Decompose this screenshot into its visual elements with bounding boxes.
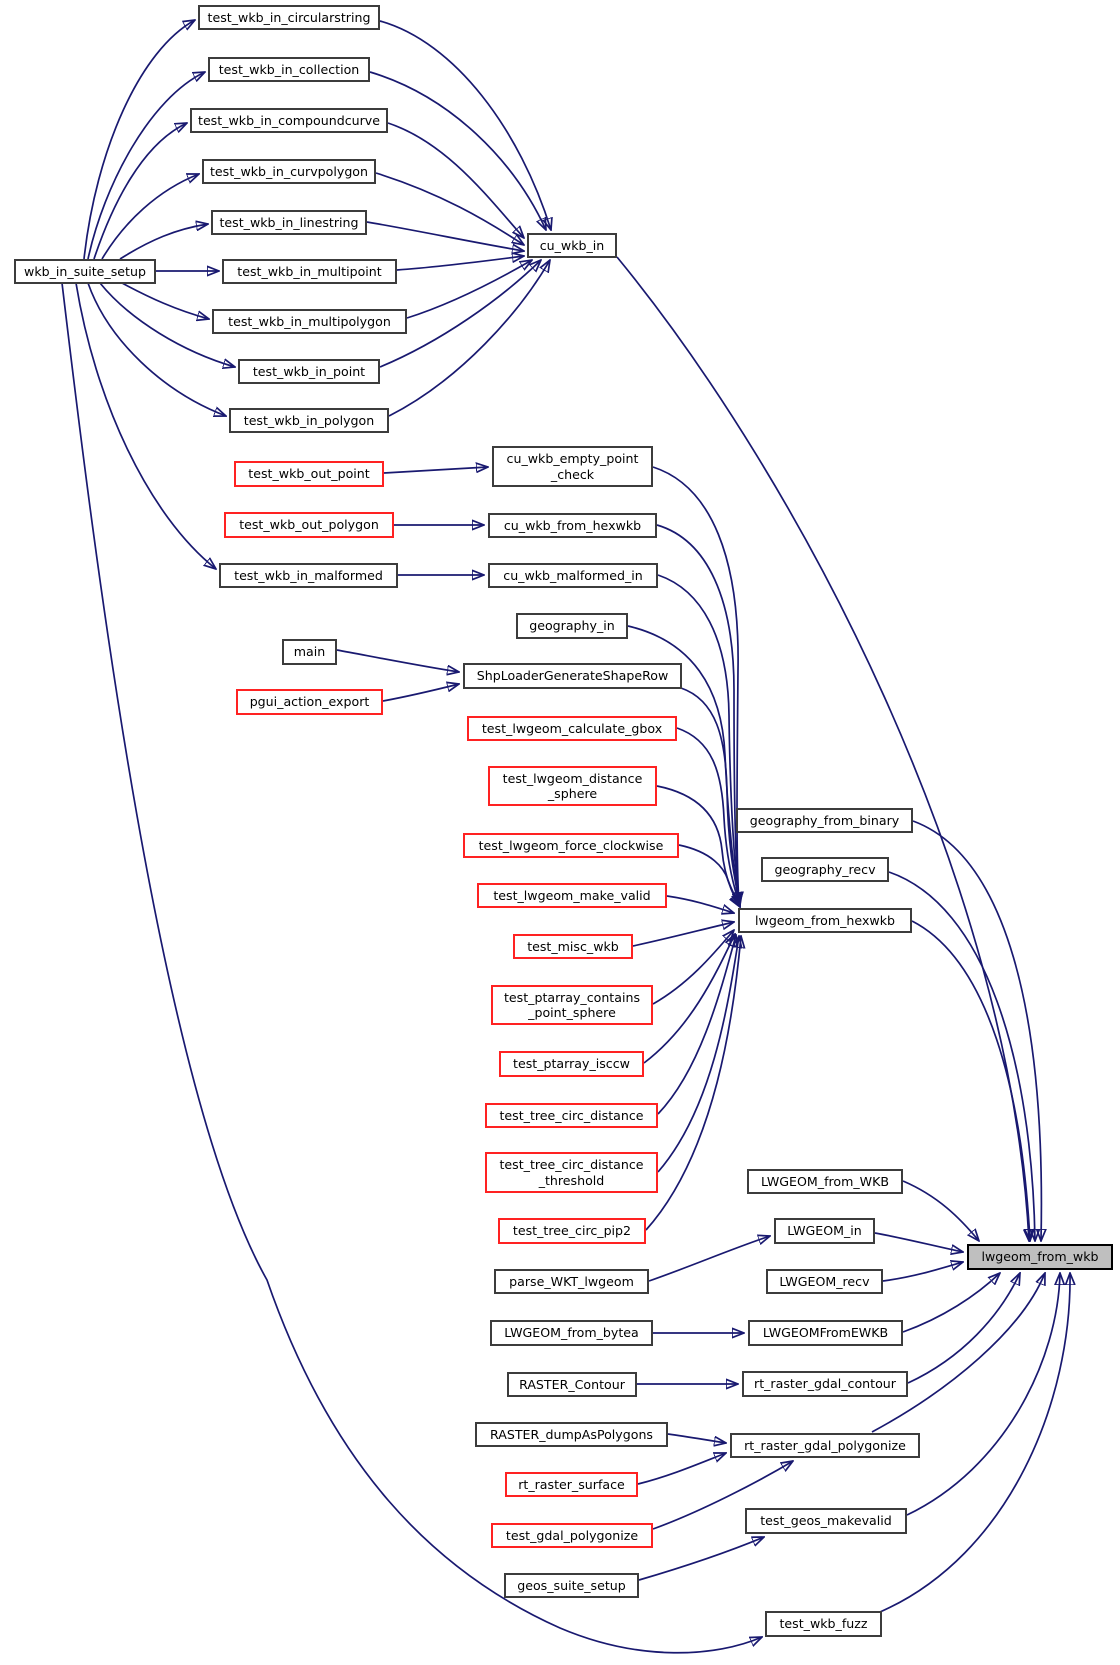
- node-label: rt_raster_gdal_contour: [754, 1376, 896, 1392]
- node-label: test_lwgeom_make_valid: [493, 887, 651, 903]
- node-geography_in[interactable]: [516, 613, 628, 639]
- node-label: LWGEOM_from_bytea: [504, 1325, 639, 1341]
- node-rt_raster_surface[interactable]: [505, 1472, 638, 1497]
- node-label: _threshold: [538, 1172, 605, 1188]
- node-rt_raster_gdal_polygonize[interactable]: [730, 1433, 920, 1458]
- node-label: test_wkb_in_curvpolygon: [209, 163, 368, 179]
- node-test_gdal_polygonize[interactable]: [491, 1523, 653, 1548]
- node-label: test_lwgeom_calculate_gbox: [481, 720, 663, 736]
- node-label: main: [293, 644, 326, 660]
- edge-test_tree_circ_distance_threshold-lwgeom_from_hexwkb: [658, 936, 739, 1172]
- edge-test_ptarray_isccw-lwgeom_from_hexwkb: [644, 934, 735, 1063]
- edge-geos_suite_setup-test_geos_makevalid: [639, 1537, 764, 1580]
- node-test_lwgeom_force_clockwise[interactable]: [463, 833, 679, 858]
- edge-test_ptarray_contains_point_sphere-lwgeom_from_hexwkb: [653, 930, 734, 1004]
- node-label: LWGEOMFromEWKB: [762, 1325, 889, 1341]
- edge-test_wkb_in_curvpolygon-cu_wkb_in: [376, 173, 524, 245]
- node-label: LWGEOM_from_WKB: [760, 1173, 890, 1189]
- node-test_tree_circ_pip2[interactable]: [498, 1218, 646, 1244]
- node-label: test_wkb_out_polygon: [239, 517, 379, 533]
- node-test_wkb_in_malformed[interactable]: [219, 563, 398, 588]
- node-test_wkb_out_polygon[interactable]: [224, 512, 394, 538]
- node-label: wkb_in_suite_setup: [24, 263, 146, 279]
- node-label: test_gdal_polygonize: [505, 1527, 639, 1543]
- node-label: test_misc_wkb: [527, 938, 619, 954]
- node-label: test_wkb_in_circularstring: [207, 9, 371, 25]
- edge-wkb_in_suite_setup-test_wkb_in_polygon: [88, 283, 226, 416]
- node-label: test_tree_circ_distance: [499, 1157, 644, 1173]
- node-label: pgui_action_export: [249, 694, 370, 710]
- node-test_geos_makevalid[interactable]: [745, 1508, 907, 1534]
- edge-wkb_in_suite_setup-test_wkb_in_collection: [88, 72, 205, 259]
- edge-test_misc_wkb-lwgeom_from_hexwkb: [633, 922, 734, 946]
- node-label: ShpLoaderGenerateShapeRow: [476, 668, 669, 684]
- edge-test_wkb_in_multipoint-cu_wkb_in: [397, 256, 524, 270]
- edge-wkb_in_suite_setup-test_wkb_in_malformed: [76, 283, 216, 569]
- edge-pgui_action_export-ShpLoaderGenerateShapeRow: [383, 684, 459, 701]
- edge-test_wkb_out_point-cu_wkb_empty_point_check: [384, 467, 488, 473]
- edge-test_lwgeom_make_valid-lwgeom_from_hexwkb: [667, 896, 734, 913]
- node-label: cu_wkb_empty_point: [506, 451, 639, 467]
- node-parse_WKT_lwgeom[interactable]: [494, 1269, 649, 1294]
- node-label: geography_recv: [774, 861, 876, 877]
- edge-test_wkb_in_linestring-cu_wkb_in: [367, 222, 524, 251]
- edge-wkb_in_suite_setup-test_wkb_in_compoundcurve: [94, 123, 187, 259]
- node-lwgeom_from_hexwkb[interactable]: [738, 908, 912, 933]
- edge-LWGEOM_recv-lwgeom_from_wkb: [883, 1262, 963, 1281]
- node-label: cu_wkb_in: [539, 237, 605, 253]
- node-RASTER_dumpAsPolygons[interactable]: [475, 1422, 668, 1447]
- node-cu_wkb_from_hexwkb[interactable]: [488, 513, 657, 538]
- node-label: cu_wkb_from_hexwkb: [503, 517, 642, 533]
- node-label: test_wkb_in_polygon: [243, 412, 375, 428]
- node-label: LWGEOM_in: [787, 1223, 862, 1239]
- node-label: test_geos_makevalid: [760, 1513, 892, 1529]
- node-label: geography_in: [529, 618, 615, 634]
- node-LWGEOM_recv[interactable]: [766, 1269, 883, 1294]
- node-label: test_wkb_in_malformed: [234, 567, 383, 583]
- node-label: _check: [550, 466, 595, 482]
- node-test_wkb_in_multipolygon[interactable]: [212, 309, 407, 334]
- node-test_wkb_in_linestring[interactable]: [211, 210, 367, 235]
- edge-wkb_in_suite_setup-test_wkb_in_linestring: [120, 224, 208, 259]
- node-label: test_wkb_in_collection: [218, 61, 360, 77]
- edge-wkb_in_suite_setup-test_wkb_in_multipolygon: [122, 283, 209, 319]
- node-LWGEOMFromEWKB[interactable]: [748, 1320, 903, 1346]
- edge-test_wkb_in_multipolygon-cu_wkb_in: [407, 260, 532, 318]
- edge-wkb_in_suite_setup-test_wkb_fuzz: [62, 283, 762, 1653]
- node-test_tree_circ_distance_threshold[interactable]: [485, 1152, 658, 1193]
- node-cu_wkb_in[interactable]: [527, 233, 617, 258]
- node-test_tree_circ_distance[interactable]: [485, 1103, 658, 1128]
- node-label: test_ptarray_isccw: [513, 1056, 630, 1072]
- edge-main-ShpLoaderGenerateShapeRow: [337, 650, 459, 672]
- edge-parse_WKT_lwgeom-LWGEOM_in: [649, 1236, 770, 1281]
- node-label: test_wkb_fuzz: [779, 1616, 868, 1632]
- edge-rt_raster_surface-rt_raster_gdal_polygonize: [638, 1453, 726, 1484]
- edge-wkb_in_suite_setup-test_wkb_in_curvpolygon: [102, 174, 199, 259]
- edge-test_wkb_in_compoundcurve-cu_wkb_in: [388, 123, 524, 238]
- node-lwgeom_from_wkb[interactable]: [967, 1244, 1113, 1270]
- node-main[interactable]: [282, 639, 337, 665]
- node-test_misc_wkb[interactable]: [513, 934, 633, 959]
- node-cu_wkb_empty_point_check[interactable]: [492, 446, 653, 487]
- node-geos_suite_setup[interactable]: [504, 1573, 639, 1598]
- node-test_lwgeom_make_valid[interactable]: [477, 883, 667, 908]
- node-test_wkb_out_point[interactable]: [234, 461, 384, 487]
- node-test_lwgeom_calculate_gbox[interactable]: [467, 716, 677, 741]
- node-geography_from_binary[interactable]: [736, 808, 913, 833]
- node-test_lwgeom_distance_sphere[interactable]: [488, 766, 657, 806]
- node-label: geography_from_binary: [749, 812, 900, 828]
- edge-RASTER_dumpAsPolygons-rt_raster_gdal_polygonize: [668, 1434, 726, 1443]
- node-LWGEOM_in[interactable]: [774, 1218, 875, 1244]
- node-test_ptarray_isccw[interactable]: [499, 1051, 644, 1077]
- edge-test_tree_circ_distance-lwgeom_from_hexwkb: [658, 935, 736, 1114]
- node-label: geos_suite_setup: [517, 1577, 626, 1593]
- node-wkb_in_suite_setup[interactable]: [14, 259, 156, 284]
- node-label: lwgeom_from_hexwkb: [755, 912, 895, 928]
- node-label: _point_sphere: [528, 1005, 616, 1020]
- node-label: test_wkb_in_multipolygon: [228, 313, 391, 329]
- edge-geography_from_binary-lwgeom_from_wkb: [913, 821, 1041, 1241]
- edge-lwgeom_from_hexwkb-lwgeom_from_wkb: [912, 921, 1030, 1241]
- node-label: test_ptarray_contains: [503, 989, 641, 1005]
- node-test_wkb_in_circularstring[interactable]: [198, 5, 380, 30]
- node-label: lwgeom_from_wkb: [981, 1249, 1099, 1265]
- node-test_wkb_in_collection[interactable]: [208, 57, 370, 82]
- node-label: test_wkb_in_point: [252, 363, 366, 379]
- node-test_wkb_in_compoundcurve[interactable]: [190, 108, 388, 133]
- edge-test_tree_circ_pip2-lwgeom_from_hexwkb: [646, 936, 741, 1230]
- edge-LWGEOM_in-lwgeom_from_wkb: [875, 1233, 963, 1252]
- node-label: RASTER_Contour: [519, 1376, 625, 1392]
- node-ShpLoaderGenerateShapeRow[interactable]: [463, 663, 682, 689]
- node-pgui_action_export[interactable]: [236, 689, 383, 715]
- node-label: test_wkb_in_linestring: [219, 214, 359, 230]
- node-label: test_wkb_out_point: [248, 466, 370, 482]
- node-label: rt_raster_gdal_polygonize: [744, 1437, 906, 1453]
- node-label: test_tree_circ_pip2: [512, 1223, 632, 1239]
- node-rt_raster_gdal_contour[interactable]: [742, 1371, 908, 1397]
- node-label: test_lwgeom_distance: [502, 770, 643, 786]
- node-cu_wkb_malformed_in[interactable]: [488, 563, 658, 588]
- edge-LWGEOM_from_WKB-lwgeom_from_wkb: [903, 1181, 979, 1241]
- node-label: rt_raster_surface: [518, 1476, 625, 1492]
- node-LWGEOM_from_bytea[interactable]: [490, 1320, 653, 1346]
- node-label: RASTER_dumpAsPolygons: [489, 1426, 653, 1442]
- node-test_wkb_in_point[interactable]: [238, 359, 380, 384]
- node-test_wkb_in_polygon[interactable]: [229, 408, 389, 433]
- node-geography_recv[interactable]: [761, 857, 889, 882]
- node-test_ptarray_contains_point_sphere[interactable]: [491, 985, 653, 1025]
- edge-test_geos_makevalid-lwgeom_from_wkb: [907, 1273, 1060, 1515]
- edge-wkb_in_suite_setup-test_wkb_in_circularstring: [84, 20, 195, 259]
- node-label: test_wkb_in_compoundcurve: [198, 112, 380, 128]
- edge-rt_raster_gdal_contour-lwgeom_from_wkb: [908, 1273, 1020, 1383]
- node-label: _sphere: [547, 786, 598, 801]
- edge-LWGEOMFromEWKB-lwgeom_from_wkb: [903, 1273, 1000, 1332]
- node-test_wkb_in_multipoint[interactable]: [222, 259, 397, 284]
- node-label: test_wkb_in_multipoint: [237, 263, 382, 279]
- node-RASTER_Contour[interactable]: [507, 1372, 637, 1397]
- node-LWGEOM_from_WKB[interactable]: [747, 1169, 903, 1194]
- node-label: test_tree_circ_distance: [499, 1107, 644, 1123]
- edge-cu_wkb_in-lwgeom_from_wkb: [617, 257, 1029, 1241]
- node-label: cu_wkb_malformed_in: [503, 567, 643, 583]
- node-label: parse_WKT_lwgeom: [509, 1273, 634, 1289]
- node-test_wkb_fuzz[interactable]: [765, 1611, 882, 1637]
- edge-test_wkb_in_polygon-cu_wkb_in: [389, 260, 550, 416]
- node-test_wkb_in_curvpolygon[interactable]: [202, 159, 376, 184]
- node-label: test_lwgeom_force_clockwise: [478, 837, 664, 853]
- node-label: LWGEOM_recv: [779, 1273, 870, 1289]
